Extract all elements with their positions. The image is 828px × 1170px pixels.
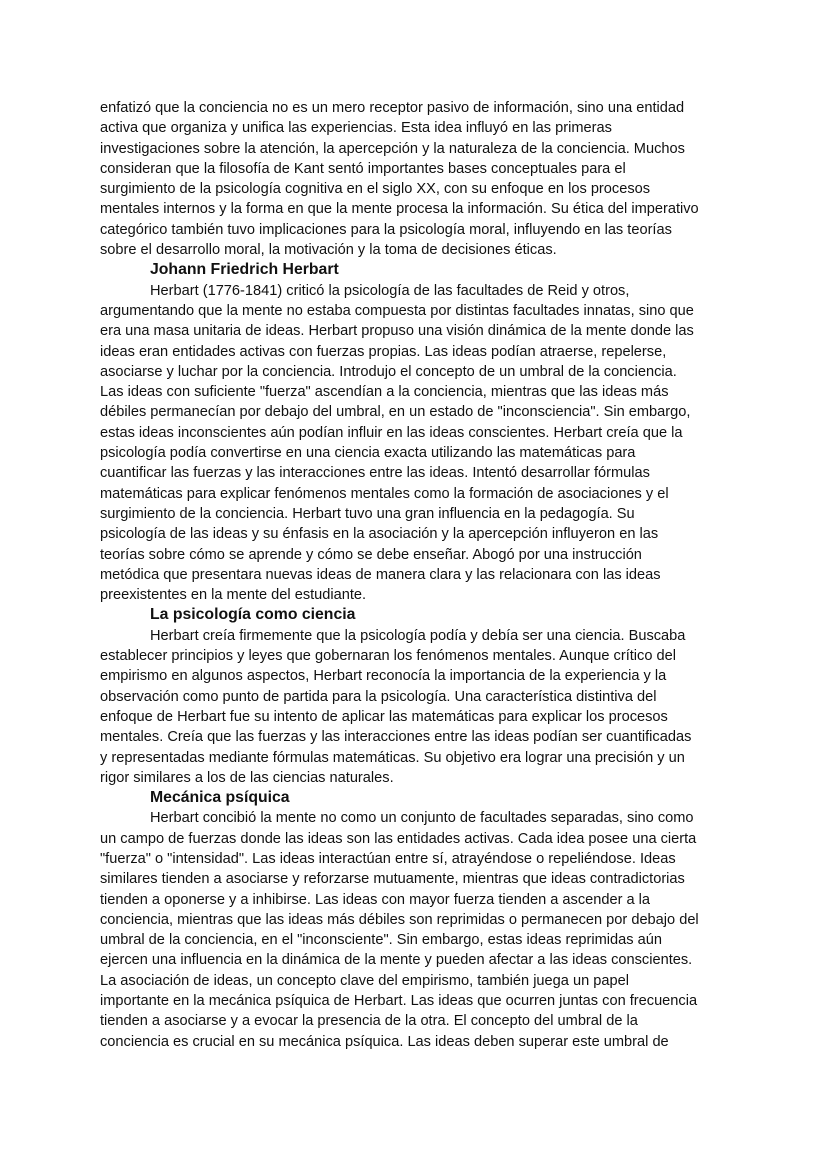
- section: [100, 260, 740, 605]
- text-line: era una masa unitaria de ideas. Herbart propuso una visión dinámica de la mente donde las: [100, 323, 694, 340]
- text-line: estas ideas inconscientes aún podían influir en las ideas conscientes. Herbart creía que la: [100, 424, 683, 441]
- text-line: argumentando que la mente no estaba compuesta por distintas facultades innatas, sino que: [100, 302, 694, 319]
- text-line: umbral de la conciencia, en el "inconsciente". Sin embargo, estas ideas reprimidas aún: [100, 932, 662, 949]
- text-line: ideas eran entidades activas con fuerzas propias. Las ideas podían atraerse, repelerse,: [100, 343, 667, 360]
- text-line: rigor similares a los de las ciencias naturales.: [100, 769, 394, 786]
- section-heading: Johann Friedrich Herbart: [150, 261, 339, 279]
- text-line: Herbart (1776-1841) criticó la psicología de las facultades de Reid y otros,: [150, 282, 630, 299]
- text-line: metódica que presentara nuevas ideas de manera clara y las relacionara con las ideas: [100, 566, 661, 583]
- section: [100, 788, 740, 1052]
- section-heading: La psicología como ciencia: [150, 606, 356, 624]
- text-line: consideran que la filosofía de Kant sentó importantes bases conceptuales para el: [100, 160, 626, 177]
- text-line: similares tienden a asociarse y reforzarse mutuamente, mientras que ideas contradictorias: [100, 871, 685, 888]
- sections: [100, 260, 740, 1052]
- text-line: enfoque de Herbart fue su intento de aplicar las matemáticas para explicar los procesos: [100, 708, 668, 725]
- text-line: observación como punto de partida para la psicología. Una característica distintiva del: [100, 688, 657, 705]
- text-line: ejercen una influencia en la dinámica de la mente y pueden afectar a las ideas conscientes.: [100, 952, 693, 969]
- text-line: activa que organiza y unifica las experiencias. Esta idea influyó en las primeras: [100, 120, 612, 137]
- text-line: psicología podía convertirse en una ciencia exacta utilizando las matemáticas para: [100, 445, 636, 462]
- text-line: psicología de las ideas y su énfasis en la asociación y la apercepción influyeron en las: [100, 526, 659, 543]
- text-line: surgimiento de la conciencia. Herbart tuvo una gran influencia en la pedagogía. Su: [100, 505, 635, 522]
- section-heading: Mecánica psíquica: [150, 789, 290, 807]
- text-line: teorías sobre cómo se aprende y cómo se debe enseñar. Abogó por una instrucción: [100, 546, 642, 563]
- text-line: surgimiento de la psicología cognitiva en el siglo XX, con su enfoque en los procesos: [100, 181, 651, 198]
- text-line: mentales internos y la forma en que la mente procesa la información. Su ética del imperativo: [100, 201, 699, 218]
- section-paragraph: [100, 808, 740, 1052]
- text-line: importante en la mecánica psíquica de Herbart. Las ideas que ocurren juntas con frecuencia: [100, 993, 698, 1010]
- section-paragraph: [100, 626, 740, 788]
- text-line: tienden a oponerse y a inhibirse. Las ideas con mayor fuerza tienden a ascender a la: [100, 891, 651, 908]
- text-line: mentales. Creía que las fuerzas y las interacciones entre las ideas podían ser cuantificadas: [100, 729, 692, 746]
- text-line: cuantificar las fuerzas y las interacciones entre las ideas. Intentó desarrollar fórmulas: [100, 465, 650, 482]
- text-line: conciencia, mientras que las ideas más débiles son reprimidas o permanecen por debajo del: [100, 911, 699, 928]
- text-line: Herbart creía firmemente que la psicología podía y debía ser una ciencia. Buscaba: [150, 627, 686, 644]
- intro-paragraph: [100, 98, 740, 260]
- text-line: empirismo en algunos aspectos, Herbart reconocía la importancia de la experiencia y la: [100, 668, 667, 685]
- text-line: sobre el desarrollo moral, la motivación y la toma de decisiones éticas.: [100, 242, 557, 259]
- text-line: Herbart concibió la mente no como un conjunto de facultades separadas, sino como: [150, 810, 694, 827]
- text-line: asociarse y luchar por la conciencia. Introdujo el concepto de un umbral de la conciencia.: [100, 363, 677, 380]
- text-line: categórico también tuvo implicaciones para la psicología moral, influyendo en las teorías: [100, 221, 672, 238]
- text-line: enfatizó que la conciencia no es un mero receptor pasivo de información, sino una entidad: [100, 100, 685, 116]
- text-line: "fuerza" o "intensidad". Las ideas interactúan entre sí, atrayéndose o repeliéndose. Ideas: [100, 850, 676, 867]
- text-line: La asociación de ideas, un concepto clave del empirismo, también juega un papel: [100, 972, 629, 989]
- section-paragraph: [100, 281, 740, 606]
- document-page: [100, 98, 740, 1052]
- text-line: un campo de fuerzas donde las ideas son las entidades activas. Cada idea posee una cierta: [100, 830, 697, 847]
- text-line: débiles permanecían por debajo del umbral, en un estado de "inconsciencia". Sin embargo,: [100, 404, 691, 421]
- text-line: matemáticas para explicar fenómenos mentales como la formación de asociaciones y el: [100, 485, 669, 502]
- text-line: Las ideas con suficiente "fuerza" ascendían a la conciencia, mientras que las ideas más: [100, 384, 669, 401]
- text-line: establecer principios y leyes que gobernaran los fenómenos mentales. Aunque crítico del: [100, 648, 676, 665]
- text-line: tienden a asociarse y a evocar la presencia de la otra. El concepto del umbral de la: [100, 1013, 638, 1030]
- text-line: conciencia es crucial en su mecánica psíquica. Las ideas deben superar este umbral de: [100, 1033, 669, 1050]
- section: [100, 605, 740, 788]
- text-line: y representadas mediante fórmulas matemáticas. Su objetivo era lograr una precisión y un: [100, 749, 685, 766]
- text-line: preexistentes en la mente del estudiante.: [100, 587, 367, 604]
- text-line: investigaciones sobre la atención, la apercepción y la naturaleza de la conciencia. Muchos: [100, 140, 685, 157]
